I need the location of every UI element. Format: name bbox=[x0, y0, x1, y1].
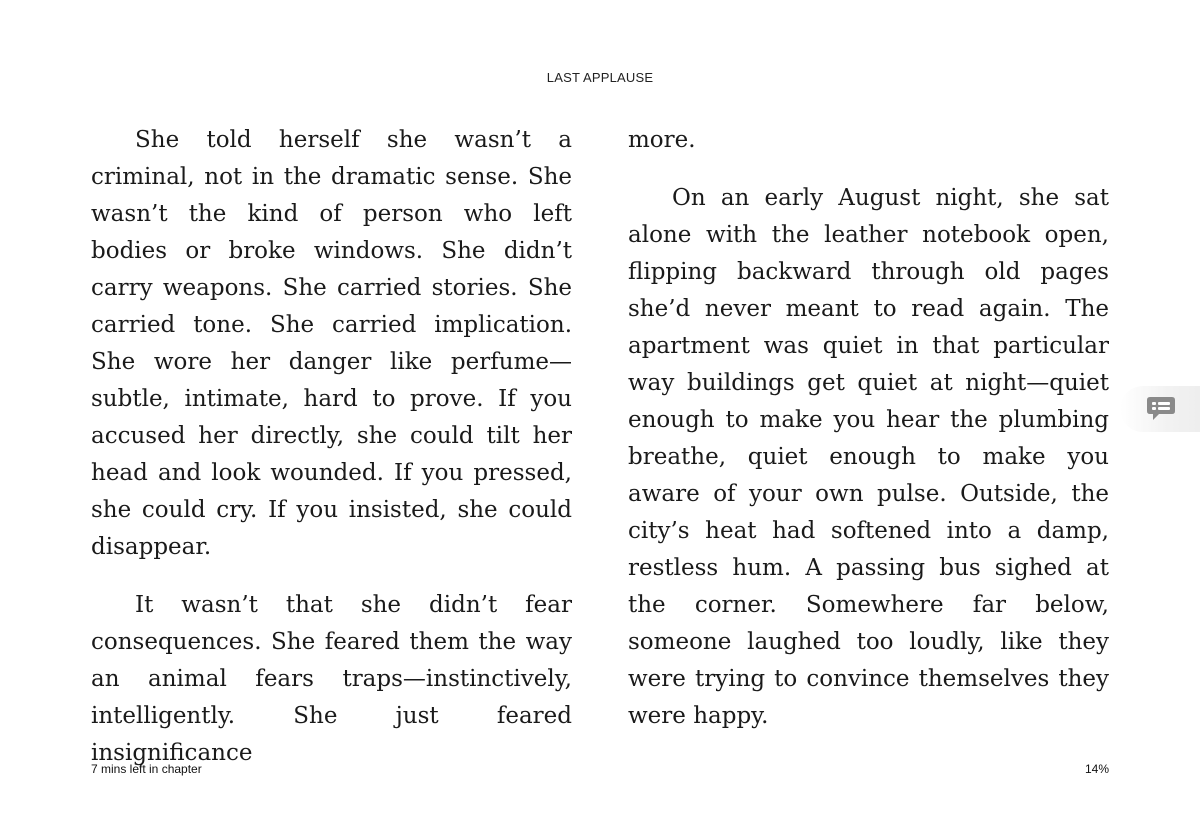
paragraph: more. bbox=[628, 127, 696, 153]
paragraph: It wasn’t that she didn’t fear consequences. She feared them the way an animal fears traps—instinctively, intelligently. She just feared insignificance bbox=[91, 592, 572, 766]
chat-side-button[interactable] bbox=[1120, 386, 1200, 432]
book-title: LAST APPLAUSE bbox=[546, 70, 654, 85]
right-page-column bbox=[628, 122, 1109, 756]
chapter-time-remaining: 7 mins left in chapter bbox=[91, 762, 202, 776]
reading-progress: 14% bbox=[1084, 762, 1109, 776]
chat-bubble-icon bbox=[1146, 396, 1176, 422]
left-page-column bbox=[91, 122, 572, 793]
paragraph: On an early August night, she sat alone with the leather notebook open, flipping backward through old pages she’d never meant to read again. The apartment was quiet in that particular way buildings get quiet at night—quiet enough to make you hear the plumbing breathe, quiet enough to make you aware of your own pulse. Outside, the city’s heat had softened into a damp, restless hum. A passing bus sighed at the corner. Somewhere far below, someone laughed too loudly, like they were trying to convince themselves they were happy. bbox=[628, 185, 1109, 729]
paragraph: She told herself she wasn’t a criminal, not in the dramatic sense. She wasn’t the kind of person who left bodies or broke windows. She didn’t carry weapons. She carried stories. She carried tone. She carried implication. She wore her danger like perfume—subtle, intimate, hard to prove. If you accused her directly, she could tilt her head and look wounded. If you pressed, she could cry. If you insisted, she could disappear. bbox=[91, 127, 572, 560]
